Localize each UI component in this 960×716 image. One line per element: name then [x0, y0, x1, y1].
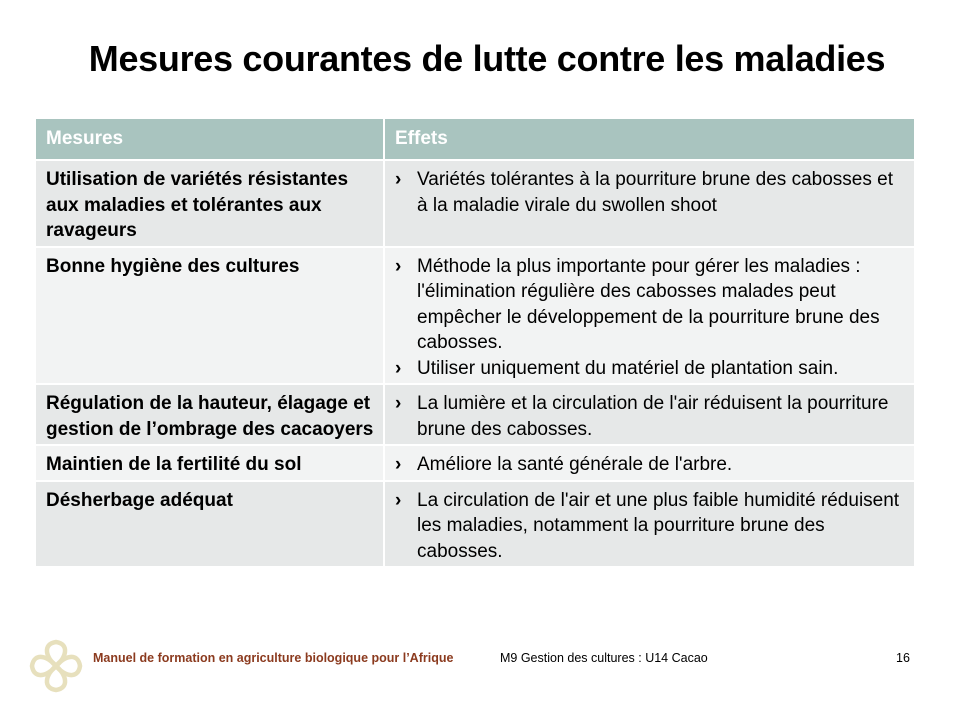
effects-cell: [384, 445, 915, 481]
effect-bullet: › La circulation de l'air et une plus faible humidité réduisent les maladies, notamment la pourriture brune des cabosses.: [395, 489, 900, 562]
header-effects: Effets: [384, 118, 915, 160]
effect-bullet: › Utiliser uniquement du matériel de plantation sain.: [395, 356, 904, 382]
chevron-right-icon: ›: [395, 169, 402, 190]
measure-cell: Régulation de la hauteur, élagage et gestion de l’ombrage des cacaoyers: [35, 384, 384, 445]
chevron-right-icon: ›: [395, 255, 402, 277]
chevron-right-icon: ›: [395, 357, 402, 379]
page-number: 16: [896, 651, 910, 665]
effect-bullet: › Variétés tolérantes à la pourriture brune des cabosses et à la maladie virale du swollen shoot: [395, 169, 893, 216]
table-row: [35, 247, 915, 385]
effects-cell: [384, 160, 915, 247]
effect-bullet: › La lumière et la circulation de l'air réduisent la pourriture brune des cabosses.: [395, 393, 889, 440]
effect-bullet: › Méthode la plus importante pour gérer les maladies : l'élimination régulière des cabosses malades peut empêcher le développement de la pourriture brune des cabosses.: [395, 255, 880, 353]
page-title: Mesures courantes de lutte contre les maladies: [88, 38, 886, 79]
header-measures: Mesures: [35, 118, 384, 160]
chevron-right-icon: ›: [395, 454, 402, 475]
flower-knot-logo-icon: [28, 638, 84, 694]
effects-cell: [384, 247, 915, 385]
measures-table: [34, 117, 916, 568]
table-row: [35, 160, 915, 247]
measure-cell: Désherbage adéquat: [35, 481, 384, 568]
manual-title: Manuel de formation en agriculture biologique pour l’Afrique: [93, 651, 454, 665]
footer: [0, 630, 960, 690]
table-row: [35, 445, 915, 481]
measure-cell: Utilisation de variétés résistantes aux maladies et tolérantes aux ravageurs: [35, 160, 384, 247]
effects-cell: [384, 384, 915, 445]
module-label: M9 Gestion des cultures : U14 Cacao: [500, 651, 708, 665]
table-row: [35, 481, 915, 568]
measure-cell: Maintien de la fertilité du sol: [35, 445, 384, 481]
effects-cell: [384, 481, 915, 568]
measure-cell: Bonne hygiène des cultures: [35, 247, 384, 385]
chevron-right-icon: ›: [395, 489, 402, 511]
effect-bullet: › Améliore la santé générale de l'arbre.: [395, 452, 904, 478]
table-header-row: [35, 118, 915, 160]
table-row: [35, 384, 915, 445]
chevron-right-icon: ›: [395, 393, 402, 414]
